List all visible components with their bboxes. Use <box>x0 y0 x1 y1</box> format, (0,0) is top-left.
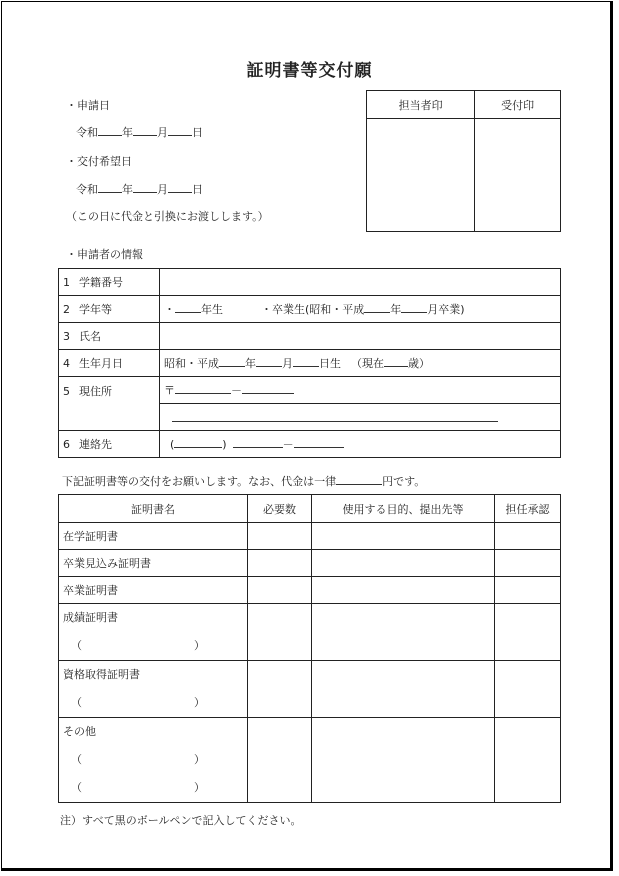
table-row <box>59 550 561 577</box>
quantity-cell[interactable] <box>248 523 312 550</box>
stamp-table <box>366 90 561 232</box>
quantity-cell[interactable] <box>248 577 312 604</box>
purpose-cell[interactable] <box>312 661 495 718</box>
table-row <box>59 661 561 718</box>
student-id-field[interactable] <box>160 269 561 296</box>
other-detail-2[interactable]: （ ） <box>71 781 205 794</box>
reception-stamp-box[interactable] <box>475 119 561 232</box>
approval-cell[interactable] <box>495 577 561 604</box>
other-detail-1[interactable]: （ ） <box>71 753 205 766</box>
applicant-info-label: ・申請者の情報 <box>66 248 143 261</box>
grade-field[interactable]: ・ 年生 ・卒業生(昭和・平成 年 月卒業) <box>160 296 561 323</box>
contact-field[interactable]: ( ) － <box>160 431 561 458</box>
purpose-cell[interactable] <box>312 550 495 577</box>
desired-date-label: ・交付希望日 <box>66 155 132 168</box>
quantity-cell[interactable] <box>248 550 312 577</box>
cert-graduation: 卒業証明書 <box>59 577 248 604</box>
student-id-label: 1 学籍番号 <box>59 269 160 296</box>
quantity-cell[interactable] <box>248 604 312 661</box>
quantity-header: 必要数 <box>248 495 312 523</box>
cert-enrollment: 在学証明書 <box>59 523 248 550</box>
purpose-cell[interactable] <box>312 523 495 550</box>
approval-cell[interactable] <box>495 718 561 803</box>
approval-cell[interactable] <box>495 550 561 577</box>
exchange-note: （この日に代金と引換にお渡しします。） <box>66 210 269 223</box>
application-date-field[interactable]: 令和 年 月 日 <box>76 126 203 139</box>
birthdate-label: 4 生年月日 <box>59 350 160 377</box>
address-line-field[interactable] <box>160 404 561 431</box>
contact-label: 6 連絡先 <box>59 431 160 458</box>
qualification-detail[interactable]: （ ） <box>71 696 205 709</box>
cert-other: その他 （ ） （ ） <box>59 718 248 803</box>
approval-header: 担任承認 <box>495 495 561 523</box>
fee-blank[interactable] <box>336 473 382 485</box>
birthdate-field[interactable]: 昭和・平成 年 月 日生 （現在 歳） <box>160 350 561 377</box>
applicant-info-table <box>58 268 561 458</box>
address-label: 5 現住所 <box>59 377 160 431</box>
name-label: 3 氏名 <box>59 323 160 350</box>
cert-qualification: 資格取得証明書 （ ） <box>59 661 248 718</box>
grade-label: 2 学年等 <box>59 296 160 323</box>
purpose-cell[interactable] <box>312 604 495 661</box>
table-row <box>59 577 561 604</box>
reception-stamp-header: 受付印 <box>475 91 561 119</box>
address-postal-field[interactable]: 〒 － <box>160 377 561 404</box>
table-row <box>59 718 561 803</box>
application-date-label: ・申請日 <box>66 99 110 112</box>
table-row <box>59 604 561 661</box>
approval-cell[interactable] <box>495 523 561 550</box>
purpose-cell[interactable] <box>312 718 495 803</box>
quantity-cell[interactable] <box>248 718 312 803</box>
cert-expected-graduation: 卒業見込み証明書 <box>59 550 248 577</box>
request-text: 下記証明書等の交付をお願いします。なお、代金は一律 円です。 <box>62 475 426 488</box>
purpose-cell[interactable] <box>312 577 495 604</box>
certificate-table <box>58 494 561 803</box>
staff-stamp-box[interactable] <box>367 119 475 232</box>
name-field[interactable] <box>160 323 561 350</box>
table-row <box>59 523 561 550</box>
cert-name-header: 証明書名 <box>59 495 248 523</box>
quantity-cell[interactable] <box>248 661 312 718</box>
approval-cell[interactable] <box>495 661 561 718</box>
transcript-detail[interactable]: （ ） <box>71 639 205 652</box>
approval-cell[interactable] <box>495 604 561 661</box>
footer-note: 注）すべて黒のボールペンで記入してください。 <box>60 814 302 827</box>
cert-transcript: 成績証明書 （ ） <box>59 604 248 661</box>
staff-stamp-header: 担当者印 <box>367 91 475 119</box>
desired-date-field[interactable]: 令和 年 月 日 <box>76 183 203 196</box>
purpose-header: 使用する目的、提出先等 <box>312 495 495 523</box>
page-title: 証明書等交付願 <box>246 61 373 81</box>
